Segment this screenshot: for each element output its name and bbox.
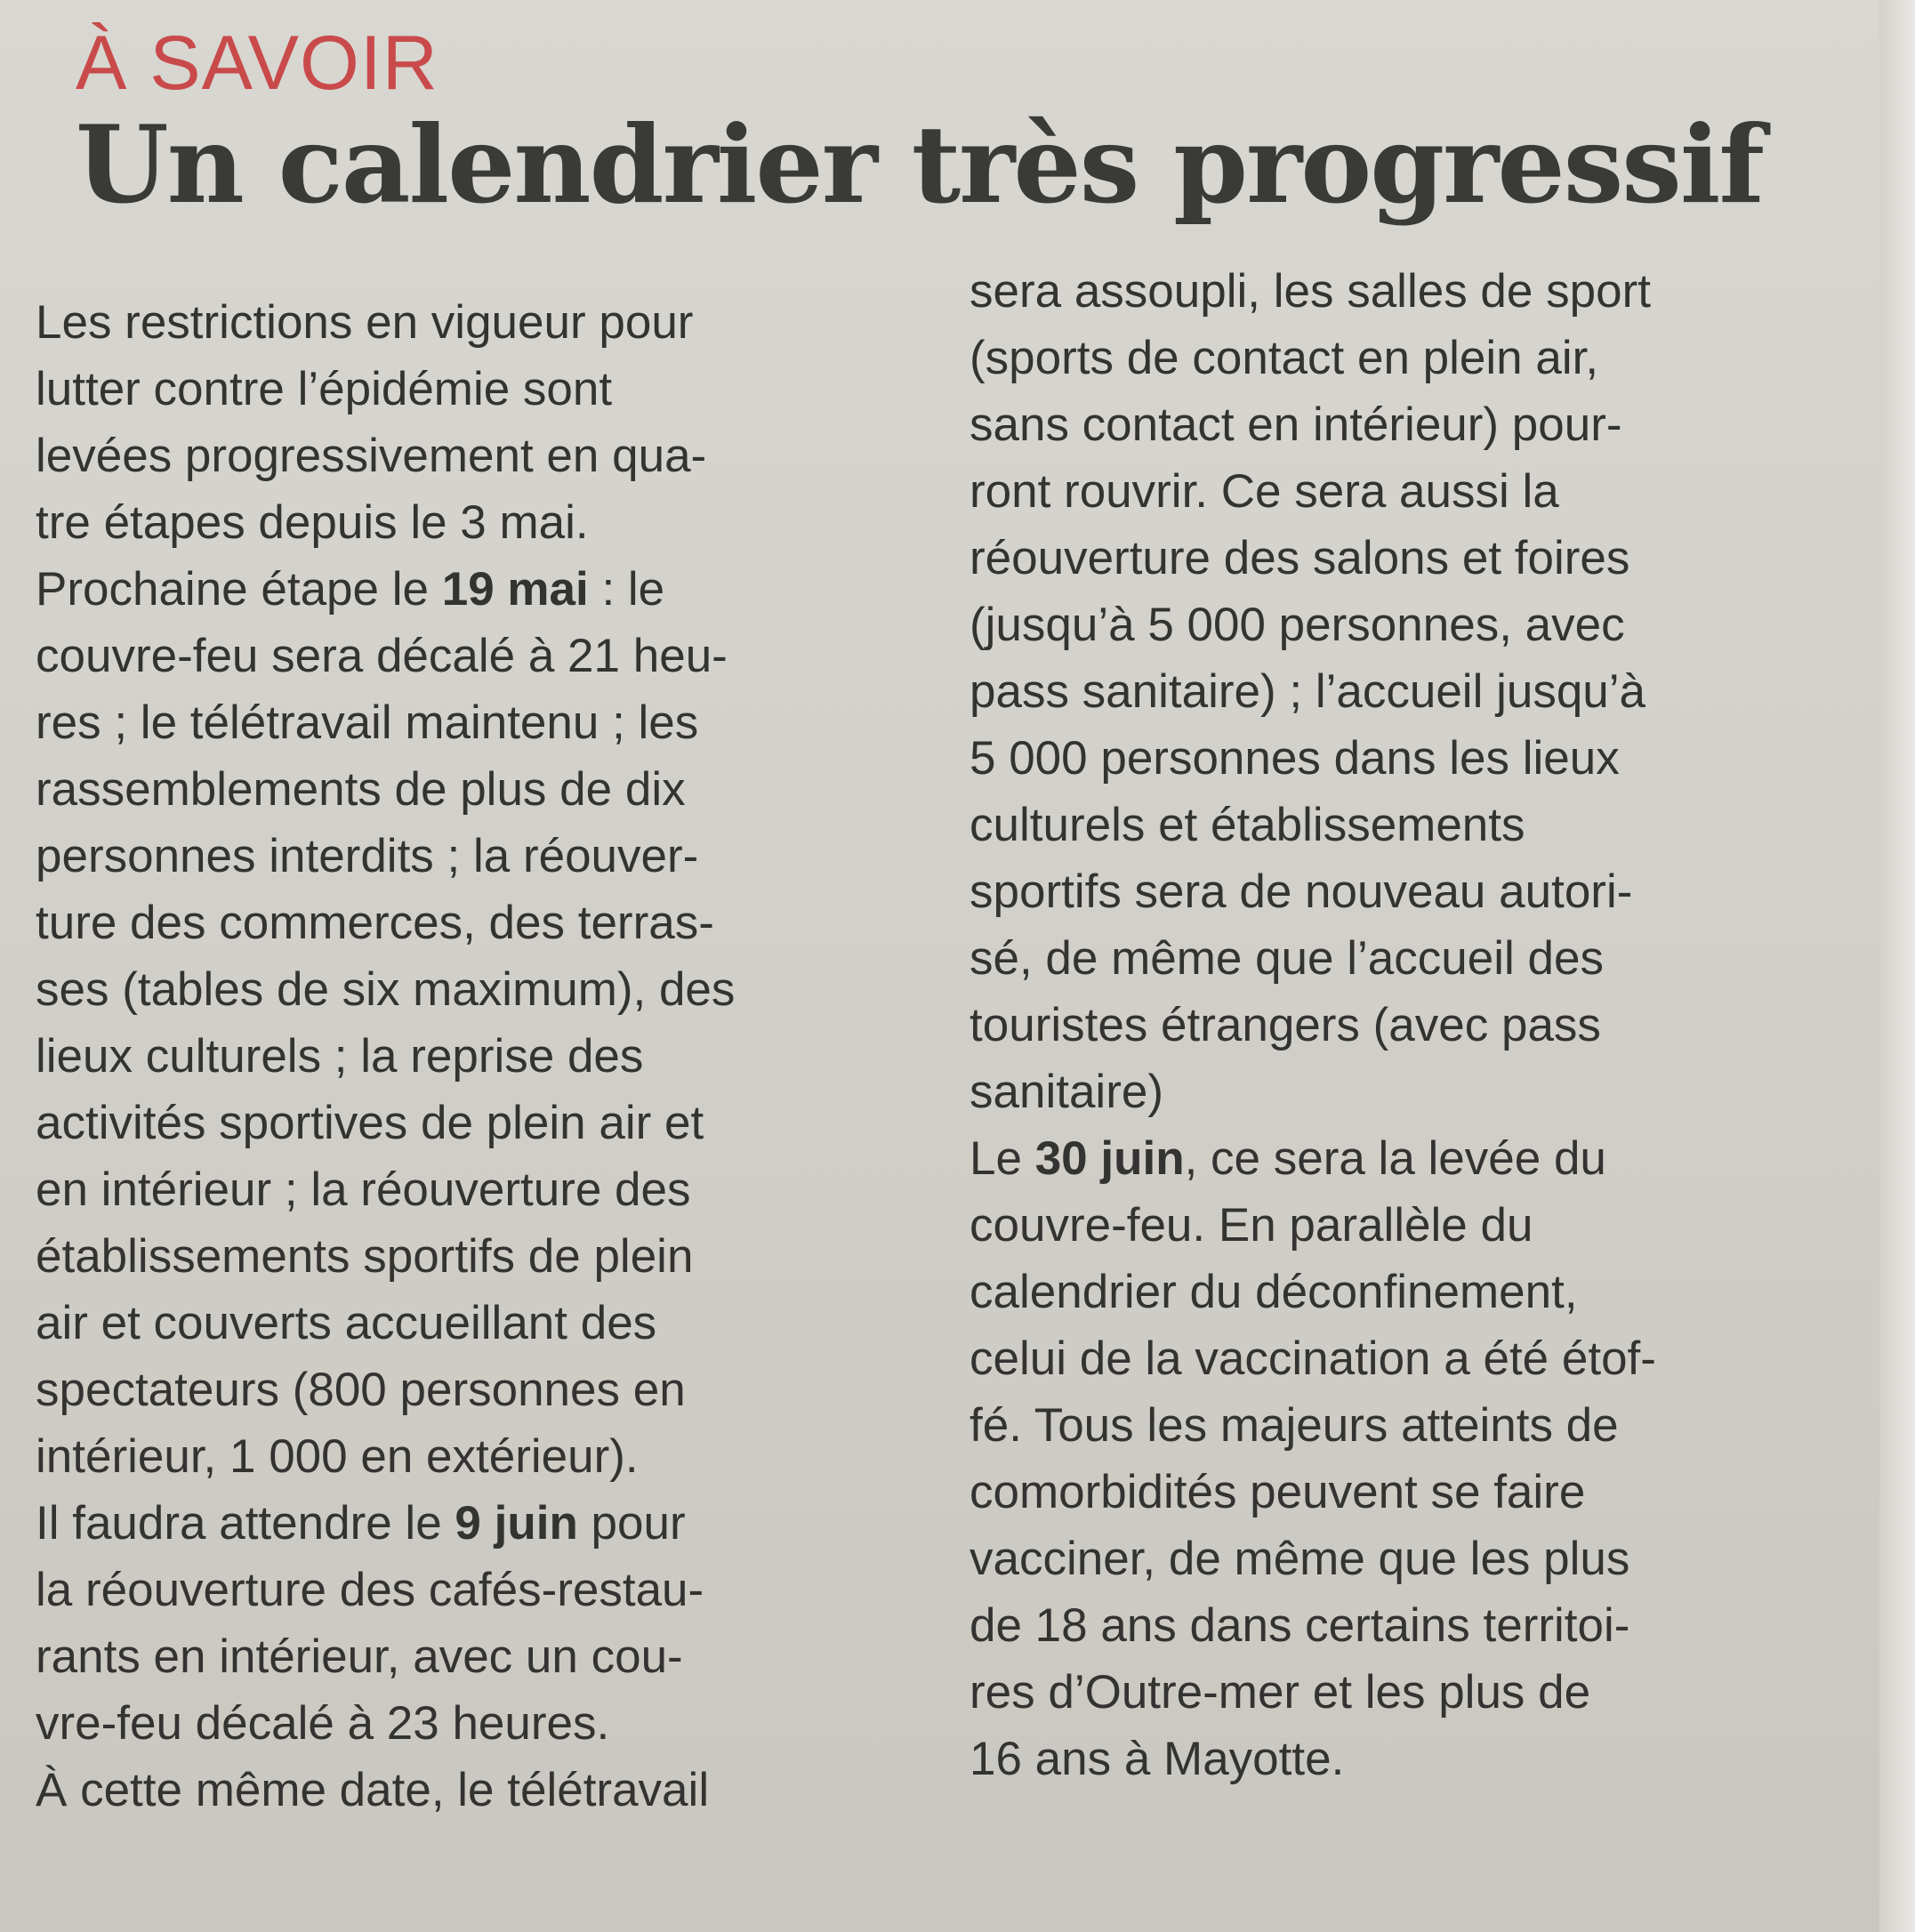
- text-line: ture des commerces, des terras-: [36, 897, 714, 949]
- text-line: ses (tables de six maximum), des: [36, 963, 736, 1016]
- text-line: de 18 ans dans certains territoi-: [970, 1599, 1630, 1652]
- text-line: vacciner, de même que les plus: [970, 1533, 1630, 1585]
- text-line: ront rouvrir. Ce sera aussi la: [970, 465, 1559, 518]
- text-line: Il faudra attendre le 9 juin pour: [36, 1497, 686, 1550]
- text-line: lieux culturels ; la reprise des: [36, 1030, 644, 1083]
- text-line: sé, de même que l’accueil des: [970, 932, 1604, 985]
- highlight-date: 19 mai: [441, 563, 589, 616]
- article-headline: Un calendrier très progressif: [76, 102, 1764, 228]
- text-line: réouverture des salons et foires: [970, 532, 1630, 584]
- text-line: Le 30 juin, ce sera la levée du: [970, 1132, 1606, 1185]
- text-line: calendrier du déconfinement,: [970, 1266, 1578, 1318]
- text-line: couvre-feu. En parallèle du: [970, 1199, 1533, 1252]
- text-line: tre étapes depuis le 3 mai.: [36, 496, 589, 549]
- text-line: air et couverts accueillant des: [36, 1297, 657, 1349]
- text-line: levées progressivement en qua-: [36, 430, 707, 482]
- text-line: sanitaire): [970, 1066, 1163, 1118]
- text-line: 5 000 personnes dans les lieux: [970, 732, 1620, 785]
- text-line: établissements sportifs de plein: [36, 1230, 694, 1283]
- text-line: touristes étrangers (avec pass: [970, 999, 1601, 1051]
- text-line: culturels et établissements: [970, 799, 1525, 851]
- text-line: Les restrictions en vigueur pour: [36, 296, 694, 349]
- text-line: intérieur, 1 000 en extérieur).: [36, 1430, 639, 1483]
- text-line: vre-feu décalé à 23 heures.: [36, 1697, 610, 1750]
- text-line: (jusqu’à 5 000 personnes, avec: [970, 599, 1625, 651]
- text-line: pass sanitaire) ; l’accueil jusqu’à: [970, 665, 1646, 718]
- text-line: res d’Outre-mer et les plus de: [970, 1666, 1591, 1719]
- text-line: À cette même date, le télétravail: [36, 1764, 710, 1816]
- highlight-date: 9 juin: [455, 1497, 578, 1550]
- text-line: res ; le télétravail maintenu ; les: [36, 696, 699, 749]
- text-line: sans contact en intérieur) pour-: [970, 398, 1622, 451]
- article-column-right: [970, 258, 1895, 1792]
- text-line: en intérieur ; la réouverture des: [36, 1163, 691, 1216]
- text-line: rassemblements de plus de dix: [36, 763, 686, 816]
- text-line: celui de la vaccination a été étof-: [970, 1332, 1656, 1385]
- text-line: lutter contre l’épidémie sont: [36, 363, 613, 415]
- text-line: la réouverture des cafés-restau-: [36, 1564, 704, 1616]
- text-line: (sports de contact en plein air,: [970, 332, 1599, 384]
- text-line: sera assoupli, les salles de sport: [970, 265, 1651, 318]
- text-line: couvre-feu sera décalé à 21 heu-: [36, 630, 728, 682]
- text-line: Prochaine étape le 19 mai : le: [36, 563, 665, 616]
- text-line: spectateurs (800 personnes en: [36, 1364, 686, 1416]
- text-line: sportifs sera de nouveau autori-: [970, 865, 1633, 918]
- section-kicker: À SAVOIR: [76, 20, 439, 106]
- text-line: 16 ans à Mayotte.: [970, 1733, 1345, 1785]
- text-line: comorbidités peuvent se faire: [970, 1466, 1586, 1518]
- article-column-left: [36, 289, 925, 1823]
- text-line: fé. Tous les majeurs atteints de: [970, 1399, 1619, 1452]
- text-line: activités sportives de plein air et: [36, 1097, 704, 1149]
- highlight-date: 30 juin: [1034, 1132, 1185, 1185]
- text-line: personnes interdits ; la réouver-: [36, 830, 699, 882]
- text-line: rants en intérieur, avec un cou-: [36, 1630, 683, 1683]
